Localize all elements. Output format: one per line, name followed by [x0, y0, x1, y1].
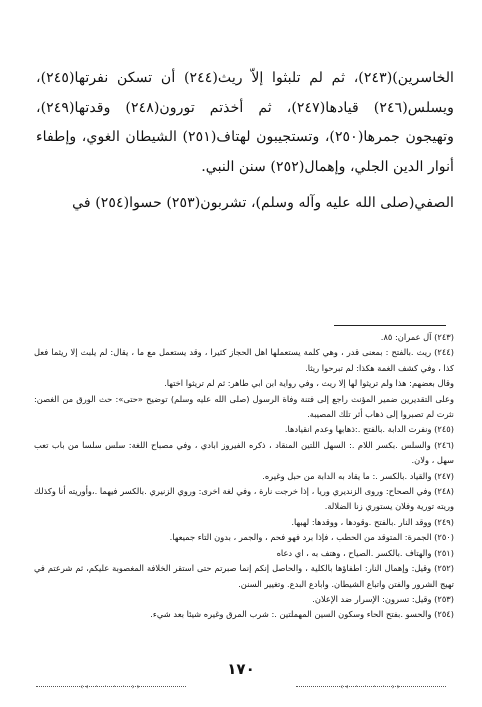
ornament-divider — [296, 682, 446, 692]
main-paragraph: الخاسرين)(٢٤٣)، ثم لم تلبثوا إلاّ ريث(٢٤٤) أن تسكن نفرتها(٢٤٥)، ويسلس(٢٤٦) قيادها(٢٤٧)، ثم أخذتم تورون(٢٤٨) وقدتها(٢٤٩)، وتهيجون جمرها(٢٥٠)، وتستجيبون لهتاف(٢٥١) الشيطان الغوي، وإطفاء أنوار الدين الجلي، وإهمال(٢٥٢) سنن النبي. — [36, 70, 454, 175]
footnote-line: (٢٤٩) ووقد النار .بالفتح .وقودها ، ووقدها: لهبها. — [291, 516, 454, 527]
footnotes — [34, 330, 454, 623]
footnote-line: (٢٥١) والهتاف .بالكسر .الصياح ، وهتف به ، اي دعاه — [276, 547, 454, 558]
main-paragraph: الصفي(صلى الله عليه وآله وسلم)، تشربون(٢٥٣) حسوا(٢٥٤) في — [72, 195, 454, 211]
ornament-divider — [36, 682, 186, 692]
ornament-glyphs: ‹‹ · · · · ›› — [80, 682, 142, 691]
footnote-line: (٢٤٦) والسلس .بكسر اللام .: السهل اللتين المنقاد ، ذكره الفيروز ابادي ، وفي مصباح اللغة: سلس سلسا من باب تعب سهل ، ولان. — [34, 439, 454, 466]
footnote-line: (٢٤٤) ريث .بالفتح : بمعنى قدر ، وهي كلمة يستعملها اهل الحجاز كثيرا ، وقد يستعمل مع ما ، يقال: لم يلبث إلا ريثما فعل كذا ، وفي كشف الغمة هكذا: لم تبرحوا ريثا. — [34, 347, 454, 373]
footnote-line: (٢٥٣) وقيل: تسرون: الإسرار ضد الإعلان. — [312, 593, 454, 604]
footnote-line: (٢٤٣) آل عمران: ٨٥. — [380, 332, 454, 342]
footnote-line: (٢٤٧) والقياد .بالكسر .: ما يقاد به الدابة من حبل وغيره. — [262, 470, 454, 481]
page-number: ١٧٠ — [227, 660, 255, 678]
footnote-line: وعلى التقديرين ضمير المؤنث راجع إلى فتنة وفاة الرسول (صلى الله عليه وسلم) توضيح «حتى»: حث الورق من الغصن: نثرت لم تصبروا إلى ذهاب أثر تلك المصيبة. — [34, 393, 454, 420]
footnote-line: (٢٥٤) والحسو .بفتح الحاء وسكون السين المهملتين .: شرب المرق وغيره شيئا بعد شيء. — [150, 609, 454, 620]
footnote-line: وقال بعضهم: هذا ولم تريثوا لها إلا ريث ، وفي رواية ابن ابي طاهر: ثم لم تريثوا اختها. — [164, 378, 454, 389]
footnote-line: (٢٥٠) الجمرة: المتوقد من الحطب ، فإذا برد فهو فحم ، والجمر ، بدون التاء جميعها. — [169, 532, 454, 543]
footnote-line: (٢٤٨) وفي الصحاح: وروى الزنديري وريا ، إذا خرجت نارة ، وفي لغة اخرى: وروي الزنيري .بالكسر فيهما .،وأوريته أنا وكذلك وريته تورية وفلان يستوري زنا الضلالة. — [34, 486, 454, 512]
main-text — [36, 64, 454, 219]
footnote-line: (٢٤٥) ونفرت الدابة .بالفتح .:ذهابها وعدم انقيادها. — [284, 424, 454, 435]
footnote-line: (٢٥٢) وقيل: وإهمال النار: اطفاؤها بالكلية ، والحاصل إنكم إنما صبرتم حتى استقر الخلافة المغصوبة عليكم، ثم شرعتم في تهيج الشرور والفتن واتباع الشيطان. وابادع البدع. وتغيير السنن. — [34, 563, 454, 589]
ornament-glyphs: ‹‹ · · · · ›› — [340, 682, 402, 691]
footnote-separator — [334, 325, 446, 326]
